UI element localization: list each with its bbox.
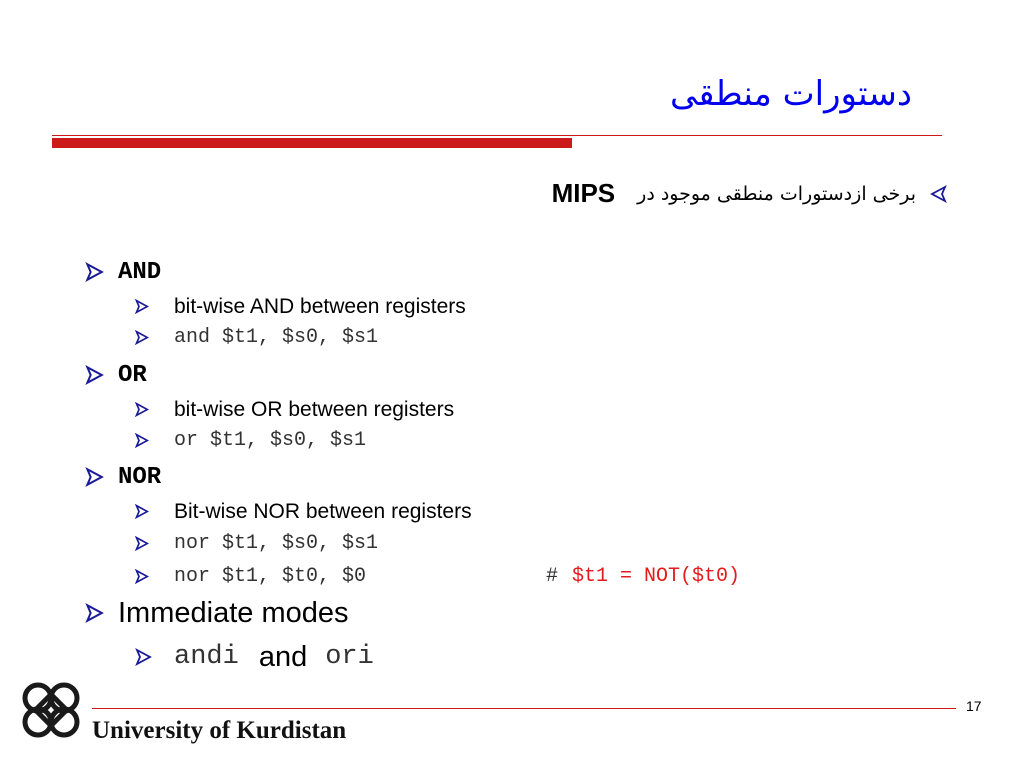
and-description: bit-wise AND between registers	[174, 294, 466, 318]
or-code: or $t1, $s0, $s1	[174, 429, 367, 452]
nor-description: Bit-wise NOR between registers	[174, 499, 472, 523]
arrow-bullet-icon	[84, 567, 118, 659]
page-number: 17	[966, 698, 982, 714]
immediate-label: Immediate modes	[118, 596, 349, 629]
arrow-bullet-icon	[84, 226, 118, 318]
intro-mips: MIPS	[551, 178, 616, 208]
university-name: University of Kurdistan	[92, 717, 347, 744]
arrow-bullet-icon	[930, 185, 948, 203]
nor-label: NOR	[118, 463, 162, 491]
university-logo-icon	[16, 678, 86, 747]
nor-code-2: nor $t1, $t0, $0	[174, 565, 367, 588]
arrow-bullet-icon	[84, 431, 118, 523]
nor-code-1: nor $t1, $s0, $s1	[174, 532, 379, 555]
and-code: and $t1, $s0, $s1	[174, 326, 379, 349]
slide-title: دستورات منطقی	[669, 74, 912, 114]
intro-bullet	[552, 178, 948, 209]
footer-line	[92, 708, 956, 709]
or-description: bit-wise OR between registers	[174, 397, 455, 421]
title-underline	[52, 135, 942, 136]
and-label: AND	[118, 258, 162, 286]
immediate-ops-bullet	[134, 612, 374, 702]
and-word: and	[258, 640, 308, 673]
nor-comment: $t1 = NOT($t0)	[572, 565, 741, 588]
arrow-bullet-icon	[84, 329, 118, 421]
title-red-bar	[52, 138, 572, 148]
andi-code: andi	[174, 642, 239, 672]
comment-hash: #	[546, 565, 559, 588]
arrow-bullet-icon	[134, 612, 174, 702]
intro-text: برخی ازدستورات منطقی موجود در	[637, 182, 916, 205]
ori-code: ori	[325, 642, 374, 672]
or-label: OR	[118, 361, 147, 389]
